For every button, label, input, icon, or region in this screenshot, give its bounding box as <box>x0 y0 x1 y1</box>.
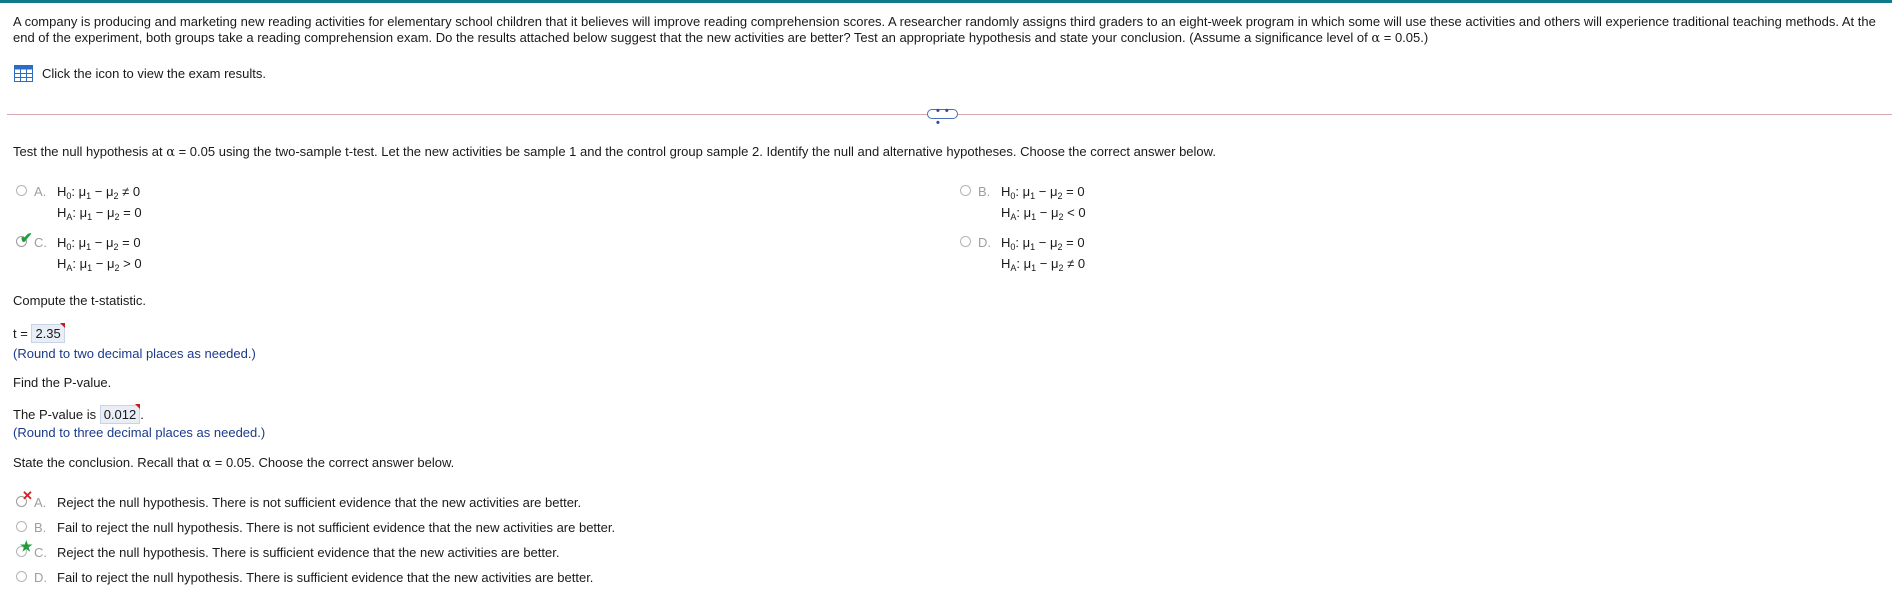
p-value-hint: (Round to three decimal places as needed.) <box>13 425 266 440</box>
checkmark-icon: ✔ <box>20 230 33 247</box>
t-prefix: t = <box>13 326 32 341</box>
prompt-text: Test the null hypothesis at <box>13 144 167 159</box>
option-letter-d: D. <box>978 235 991 250</box>
minus: − <box>94 235 103 250</box>
mu: μ <box>106 235 114 250</box>
relation: = 0 <box>123 205 142 220</box>
prompt-text-end: = 0.05 using the two-sample t-test. Let the new activities be sample 1 and the control group sample 2. Identify the null and alternative hypotheses. Choose the correct answer below. <box>174 144 1216 159</box>
x-mark-icon: ✕ <box>22 488 33 503</box>
h-letter: H <box>57 184 67 199</box>
mu: μ <box>1023 256 1032 271</box>
option-d-h0: $H_0$: $\mu_1 - \mu_2 = 0$ <box>1001 235 1085 252</box>
p-value: 0.012 <box>103 407 137 422</box>
option-letter-d: D. <box>34 570 47 585</box>
mu-sub: 1 <box>1031 212 1037 222</box>
mu-sub: 2 <box>1057 191 1063 201</box>
mu: μ <box>1022 184 1031 199</box>
option-b-ha: $H_A$: $\mu_1 - \mu_2 < 0$ <box>1001 205 1086 222</box>
top-accent-bar <box>0 0 1892 3</box>
h-sub: 0 <box>1010 242 1016 252</box>
conclusion-b-text: Fail to reject the null hypothesis. There is not sufficient evidence that the new activities are better. <box>57 520 616 535</box>
h-sub: 0 <box>66 242 72 252</box>
mu-sub: 1 <box>87 263 93 273</box>
minus: − <box>1039 256 1048 271</box>
relation: ≠ 0 <box>122 184 141 199</box>
option-letter-a: A. <box>34 495 47 510</box>
mu: μ <box>106 184 114 199</box>
option-b-h0: $H_0$: $\mu_1 - \mu_2 = 0$ <box>1001 184 1085 201</box>
relation: = 0 <box>1066 184 1085 199</box>
h-sub: 0 <box>66 191 72 201</box>
prompt-text-end: = 0.05. Choose the correct answer below. <box>211 455 455 470</box>
h-letter: H <box>57 235 67 250</box>
conclusion-prompt <box>13 455 454 471</box>
option-letter-b: B. <box>34 520 47 535</box>
option-letter-a: A. <box>34 184 47 199</box>
conclusion-c-text: Reject the null hypothesis. There is sufficient evidence that the new activities are better. <box>57 545 560 560</box>
radio-hypothesis-b[interactable] <box>960 185 971 196</box>
table-icon[interactable] <box>14 65 33 82</box>
prompt-text: State the conclusion. Recall that <box>13 455 203 470</box>
option-c-h0: $H_0$: $\mu_1 - \mu_2 = 0$ <box>57 235 141 252</box>
relation: = 0 <box>122 235 141 250</box>
mu-sub: 1 <box>87 212 93 222</box>
h-sub: A <box>1010 212 1017 222</box>
mu: μ <box>79 256 88 271</box>
mu: μ <box>1050 235 1058 250</box>
radio-conclusion-d[interactable] <box>16 571 27 582</box>
mu-sub: 1 <box>86 242 92 252</box>
t-stat-value: 2.35 <box>35 326 61 341</box>
mu: μ <box>78 184 87 199</box>
mu-sub: 2 <box>114 212 120 222</box>
p-value-prompt: Find the P-value. <box>13 375 112 390</box>
t-stat-prompt: Compute the t-statistic. <box>13 293 146 308</box>
mu-sub: 2 <box>113 191 119 201</box>
option-a-h0: $H_0$: $\mu_1 - \mu_2 \ne 0$ <box>57 184 141 201</box>
conclusion-a-text: Reject the null hypothesis. There is not sufficient evidence that the new activities are better. <box>57 495 582 510</box>
alpha-symbol: α <box>202 456 212 471</box>
option-a-ha: $H_A$: $\mu_1 - \mu_2 = 0$ <box>57 205 142 222</box>
mu-sub: 2 <box>114 263 120 273</box>
alpha-symbol: α <box>1371 31 1381 46</box>
view-results-link[interactable]: Click the icon to view the exam results. <box>42 66 266 81</box>
mu: μ <box>1023 205 1032 220</box>
flag-icon <box>60 323 65 328</box>
p-prefix: The P-value is <box>13 407 100 422</box>
mu-sub: 2 <box>113 242 119 252</box>
t-stat-answer-field[interactable] <box>31 324 64 343</box>
mu: μ <box>1051 256 1059 271</box>
mu: μ <box>107 205 115 220</box>
mu: μ <box>79 205 88 220</box>
mu-sub: 1 <box>1030 191 1036 201</box>
minus: − <box>95 205 104 220</box>
h-sub: A <box>66 263 73 273</box>
p-value-row <box>13 405 144 424</box>
option-letter-b: B. <box>978 184 991 199</box>
expand-button[interactable] <box>927 105 958 129</box>
problem-text-end: = 0.05.) <box>1380 30 1429 45</box>
star-icon: ★ <box>20 538 33 554</box>
h-letter: H <box>1001 256 1011 271</box>
relation: = 0 <box>1066 235 1085 250</box>
h-letter: H <box>1001 184 1011 199</box>
mu: μ <box>78 235 87 250</box>
mu: μ <box>1022 235 1031 250</box>
option-letter-c: C. <box>34 545 47 560</box>
mu: μ <box>1051 205 1059 220</box>
hypothesis-prompt <box>13 144 1216 160</box>
relation: > 0 <box>123 256 142 271</box>
minus: − <box>1039 205 1048 220</box>
p-suffix: . <box>140 407 144 422</box>
t-stat-hint: (Round to two decimal places as needed.) <box>13 346 256 361</box>
minus: − <box>1038 184 1047 199</box>
problem-text: A company is producing and marketing new reading activities for elementary school children that it believes will improve reading comprehension scores. A researcher randomly assigns third graders to an eight-week program in which some will use these activities and others will experience traditional teaching methods. At the end of the experiment, both groups take a reading comprehension exam. Do the results attached below suggest that the new activities are better? Test an appropriate hypothesis and state your conclusion. (Assume a significance level of <box>13 14 1876 45</box>
radio-conclusion-b[interactable] <box>16 521 27 532</box>
mu-sub: 2 <box>1057 242 1063 252</box>
h-letter: H <box>57 256 67 271</box>
relation: ≠ 0 <box>1067 256 1086 271</box>
h-letter: H <box>57 205 67 220</box>
mu-sub: 2 <box>1058 263 1064 273</box>
minus: − <box>95 256 104 271</box>
problem-statement <box>13 14 1883 47</box>
t-stat-row <box>13 324 65 343</box>
minus: − <box>94 184 103 199</box>
option-c-ha: $H_A$: $\mu_1 - \mu_2 > 0$ <box>57 256 142 273</box>
mu-sub: 2 <box>1058 212 1064 222</box>
alpha-symbol: α <box>166 145 175 160</box>
h-letter: H <box>1001 235 1011 250</box>
h-sub: A <box>1010 263 1017 273</box>
radio-hypothesis-a[interactable] <box>16 185 27 196</box>
mu: μ <box>107 256 115 271</box>
flag-icon <box>135 404 140 409</box>
mu-sub: 1 <box>1030 242 1036 252</box>
h-sub: 0 <box>1010 191 1016 201</box>
h-letter: H <box>1001 205 1011 220</box>
option-d-ha: $H_A$: $\mu_1 - \mu_2 \ne 0$ <box>1001 256 1086 273</box>
expand-dots: • • • <box>936 105 950 129</box>
mu-sub: 1 <box>86 191 92 201</box>
option-letter-c: C. <box>34 235 47 250</box>
minus: − <box>1038 235 1047 250</box>
h-sub: A <box>66 212 73 222</box>
radio-hypothesis-d[interactable] <box>960 236 971 247</box>
conclusion-d-text: Fail to reject the null hypothesis. There is sufficient evidence that the new activities are better. <box>57 570 594 585</box>
mu-sub: 1 <box>1031 263 1037 273</box>
mu: μ <box>1050 184 1058 199</box>
p-value-answer-field[interactable] <box>100 405 141 424</box>
relation: < 0 <box>1067 205 1086 220</box>
